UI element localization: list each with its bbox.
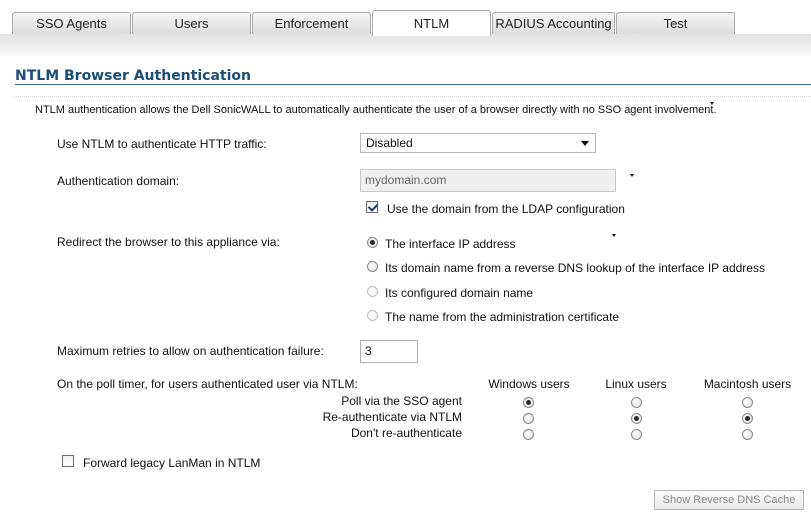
column-header-macintosh: Macintosh users [703, 377, 792, 391]
use-ntlm-label: Use NTLM to authenticate HTTP traffic: [57, 137, 267, 151]
forward-lanman-label: Forward legacy LanMan in NTLM [83, 456, 261, 470]
mac-poll-radio[interactable] [742, 397, 753, 408]
use-ntlm-value: Disabled [366, 136, 413, 150]
divider [14, 96, 811, 97]
column-header-windows: Windows users [488, 377, 570, 391]
redirect-option-label: Its configured domain name [385, 286, 534, 300]
tab-users[interactable]: Users [132, 12, 251, 34]
redirect-option-label: The interface IP address [385, 237, 516, 251]
help-tick-icon[interactable] [630, 174, 634, 177]
max-retries-input[interactable]: 3 [360, 340, 418, 363]
redirect-option-label: Its domain name from a reverse DNS lookup of the interface IP address [385, 261, 765, 275]
forward-lanman-checkbox[interactable] [62, 455, 74, 467]
max-retries-label: Maximum retries to allow on authentication failure: [57, 344, 324, 358]
help-tick-icon[interactable] [710, 102, 714, 105]
show-reverse-dns-cache-button[interactable]: Show Reverse DNS Cache [654, 490, 804, 510]
linux-no-reauth-radio[interactable] [631, 429, 642, 440]
poll-timer-label: On the poll timer, for users authenticated user via NTLM: [57, 377, 358, 391]
auth-domain-input[interactable]: mydomain.com [360, 169, 616, 192]
use-ldap-domain-label: Use the domain from the LDAP configuration [387, 202, 625, 216]
mac-no-reauth-radio[interactable] [742, 429, 753, 440]
auth-domain-label: Authentication domain: [57, 174, 180, 188]
redirect-radio-configured-name[interactable] [367, 286, 378, 297]
poll-row-label: Poll via the SSO agent [341, 394, 462, 408]
section-description: NTLM authentication allows the Dell SonicWALL to automatically authenticate the user of a browser directly with no SSO agent involvement. [35, 104, 717, 116]
column-header-linux: Linux users [605, 377, 667, 391]
use-ntlm-select[interactable] [360, 133, 596, 153]
tab-test[interactable]: Test [616, 12, 735, 34]
tab-ntlm[interactable]: NTLM [372, 10, 491, 36]
redirect-radio-certificate-name[interactable] [367, 310, 378, 321]
mac-reauth-radio[interactable] [742, 413, 753, 424]
poll-row-label: Don't re-authenticate [350, 426, 462, 440]
tab-band [0, 34, 811, 56]
redirect-label: Redirect the browser to this appliance via: [57, 235, 280, 249]
poll-row-label: Re-authenticate via NTLM [322, 410, 462, 424]
windows-reauth-radio[interactable] [523, 413, 534, 424]
windows-no-reauth-radio[interactable] [523, 429, 534, 440]
linux-poll-radio[interactable] [631, 397, 642, 408]
windows-poll-radio[interactable] [523, 397, 534, 408]
section-title: NTLM Browser Authentication [15, 68, 251, 84]
tab-radius-accounting[interactable]: RADIUS Accounting [492, 12, 615, 34]
redirect-option-label: The name from the administration certificate [385, 310, 620, 324]
section-rule [15, 84, 811, 85]
tab-enforcement[interactable]: Enforcement [252, 12, 371, 34]
use-ldap-domain-checkbox[interactable] [366, 201, 378, 213]
redirect-radio-reverse-dns[interactable] [367, 261, 378, 272]
dropdown-arrow-icon [581, 141, 589, 146]
tab-sso-agents[interactable]: SSO Agents [12, 12, 131, 34]
redirect-radio-interface-ip[interactable] [367, 237, 378, 248]
help-tick-icon[interactable] [612, 234, 616, 237]
linux-reauth-radio[interactable] [631, 413, 642, 424]
